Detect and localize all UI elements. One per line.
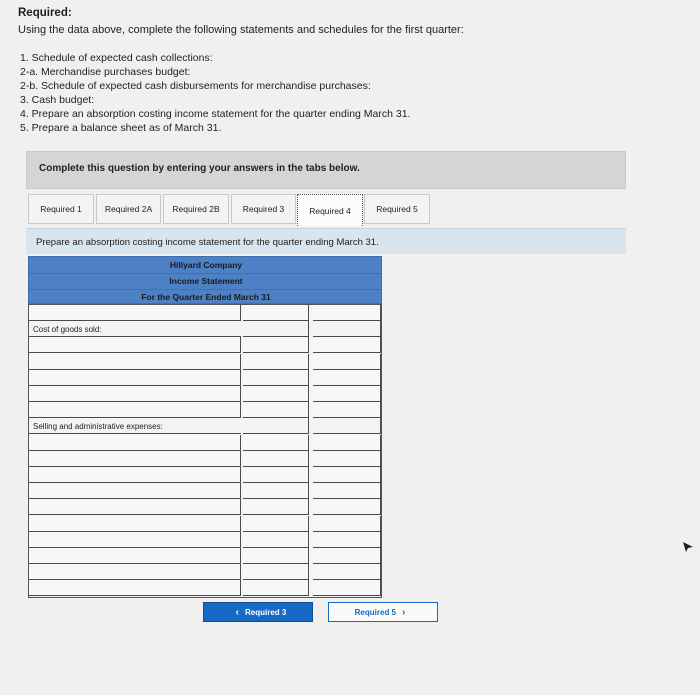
table-row: [29, 337, 381, 353]
banner-text: Complete this question by entering your answers in the tabs below.: [39, 163, 360, 174]
table-row: [29, 532, 381, 548]
chevron-left-icon: ‹: [235, 606, 239, 618]
total-cell: [313, 321, 381, 337]
requirement-item: 2-a. Merchandise purchases budget:: [20, 66, 191, 78]
total-cell: [313, 467, 381, 483]
tab-required-3[interactable]: Required 3: [231, 194, 296, 224]
amount-cell: [243, 532, 309, 548]
total-cell: [313, 532, 381, 548]
account-name-cell: [29, 354, 241, 370]
total-cell: [313, 337, 381, 353]
total-cell: [313, 305, 381, 321]
total-cell: [313, 370, 381, 386]
requirements-list: [20, 51, 410, 135]
amount-cell: [243, 467, 309, 483]
account-name-cell: [29, 402, 241, 418]
amount-cell: [243, 516, 309, 532]
required-heading: Required:: [18, 7, 72, 19]
statement-grid: [28, 304, 382, 598]
statement-period: For the Quarter Ended March 31: [141, 292, 271, 302]
instruction-text: Prepare an absorption costing income statement for the quarter ending March 31.: [36, 237, 379, 248]
account-name-cell: [29, 370, 241, 386]
table-row: [29, 435, 381, 451]
amount-cell: [243, 337, 309, 353]
total-cell: [313, 418, 381, 434]
sga-label: Selling and administrative expenses:: [33, 422, 163, 432]
total-cell: [313, 564, 381, 580]
total-cell: [313, 402, 381, 418]
previous-button[interactable]: [203, 602, 313, 622]
amount-cell: [243, 499, 309, 515]
tab-required-1[interactable]: Required 1: [28, 194, 94, 224]
mouse-cursor-icon: [682, 541, 694, 553]
requirement-item: 1. Schedule of expected cash collections:: [20, 52, 213, 64]
income-statement: [28, 256, 382, 598]
total-cell: [313, 451, 381, 467]
tab-required-5[interactable]: Required 5: [364, 194, 430, 224]
amount-input[interactable]: [243, 583, 308, 598]
amount-cell: [243, 564, 309, 580]
next-button[interactable]: [328, 602, 438, 622]
total-cell: [313, 580, 381, 596]
total-cell: [313, 499, 381, 515]
account-name-cell: [29, 305, 241, 321]
amount-cell: [243, 435, 309, 451]
table-row: [29, 402, 381, 418]
chevron-right-icon: ›: [402, 606, 406, 618]
total-cell: [313, 516, 381, 532]
amount-cell: [243, 580, 309, 596]
account-name-input[interactable]: [33, 583, 240, 598]
statement-name: Income Statement: [169, 276, 243, 286]
total-cell: [313, 354, 381, 370]
table-row: [29, 548, 381, 564]
account-name-cell: [29, 548, 241, 564]
instructions-banner: [26, 151, 626, 189]
next-button-label: Required 5: [354, 607, 396, 617]
amount-cell: [243, 483, 309, 499]
total-input[interactable]: [313, 583, 380, 598]
table-row: [29, 418, 381, 434]
total-cell: [313, 435, 381, 451]
table-row: [29, 467, 381, 483]
table-row: [29, 386, 381, 402]
account-name-cell: [29, 337, 241, 353]
account-name-cell: [29, 499, 241, 515]
company-name: Hillyard Company: [169, 260, 243, 270]
amount-cell: [243, 451, 309, 467]
amount-cell: [243, 402, 309, 418]
account-name-cell: [29, 451, 241, 467]
previous-button-label: Required 3: [245, 607, 287, 617]
requirement-item: 4. Prepare an absorption costing income statement for the quarter ending March 31.: [20, 108, 411, 120]
requirement-item: 2-b. Schedule of expected cash disbursements for merchandise purchases:: [20, 80, 371, 92]
required-intro: Using the data above, complete the following statements and schedules for the first quarter:: [18, 24, 464, 36]
tab-required-2b[interactable]: Required 2B: [163, 194, 229, 224]
table-row: [29, 564, 381, 580]
account-name-cell: [29, 483, 241, 499]
statement-header: [28, 256, 382, 304]
tab-required-2a[interactable]: Required 2A: [96, 194, 161, 224]
total-cell: [313, 386, 381, 402]
requirement-item: 3. Cash budget:: [20, 94, 95, 106]
amount-cell: [243, 418, 309, 434]
amount-cell: [243, 354, 309, 370]
table-row: [29, 499, 381, 515]
table-row: [29, 516, 381, 532]
account-name-cell: [29, 386, 241, 402]
cogs-label: Cost of goods sold:: [33, 325, 102, 335]
total-cell: [313, 548, 381, 564]
requirement-item: 5. Prepare a balance sheet as of March 31.: [20, 122, 222, 134]
account-name-cell: [29, 435, 241, 451]
tab-bar: [28, 194, 430, 226]
total-cell: [313, 483, 381, 499]
amount-cell: [243, 386, 309, 402]
label-cell: [29, 418, 241, 434]
amount-cell: [243, 548, 309, 564]
account-name-cell: [29, 467, 241, 483]
amount-cell: [243, 370, 309, 386]
tab-required-4[interactable]: Required 4: [297, 194, 363, 226]
amount-cell: [243, 305, 309, 321]
account-name-cell: [29, 580, 241, 596]
account-name-cell: [29, 532, 241, 548]
table-row: [29, 354, 381, 370]
table-row: [29, 321, 381, 337]
instruction-bar: [26, 228, 626, 254]
account-name-cell: [29, 516, 241, 532]
table-row: [29, 451, 381, 467]
table-row: [29, 483, 381, 499]
account-name-cell: [29, 564, 241, 580]
table-row: [29, 580, 381, 596]
table-row: [29, 370, 381, 386]
table-row: [29, 305, 381, 321]
amount-cell: [243, 321, 309, 337]
label-cell: [29, 321, 241, 337]
